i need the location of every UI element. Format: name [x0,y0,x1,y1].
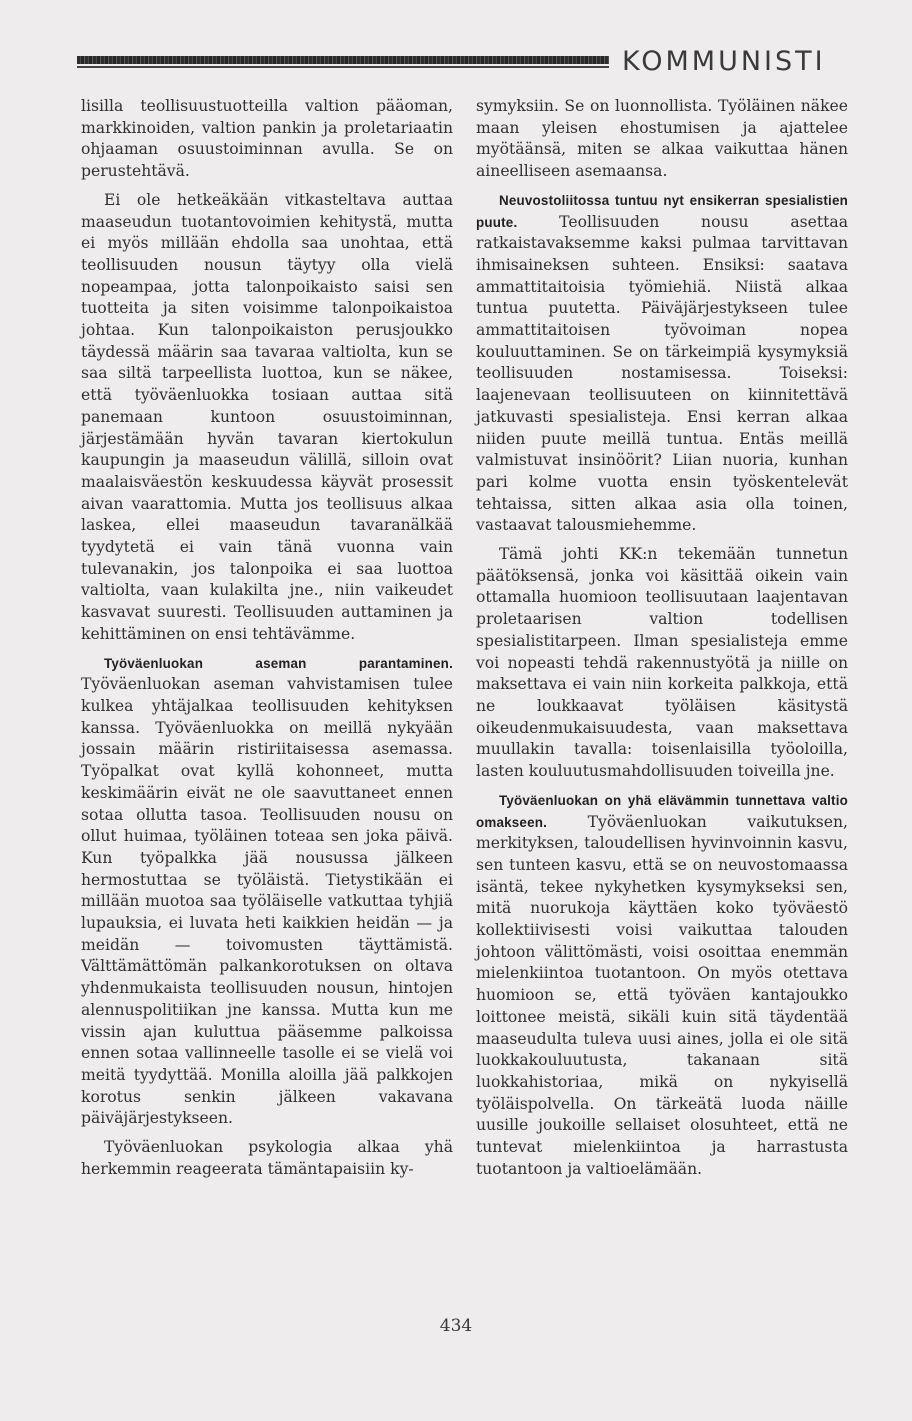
right-paragraph-4 [476,790,848,1181]
left-column [81,96,453,1187]
header-rule-thin [77,66,609,68]
running-head: KOMMUNISTI [622,46,826,77]
section-heading-tyovaenluokan-aseman: Työväenluokan aseman parantaminen. [104,655,453,671]
right-paragraph-4-body: Työväenluokan vaikutuksen, merkityksen, taloudellisen hyvinvoinnin kasvu, sen tunteen kasvu, että se on neuvostomaassa isäntä, tekee nykyhetken kysymykseksi sen, mitä nuorukoja käyttäen koko työväestö kollektiivisesti voisi vaikuttaa talouden johtoon välittömästi, voisi osoittaa enemmän mielenkiintoa tuotantoon. On myös otettava huomioon se, että työväen kantajoukko loittonee meistä, sikäli kuin sitä täydentää maaseudulta tuleva uusi aines, jolla ei ole sitä luokkakouluutusta, takanaan sitä luokkahistoriaa, mikä on nykyisellä työläispolvella. On tärkeätä luoda näille uusille joukoille sellaiset olosuhteet, että ne tuntevat mielenkiintoa ja harrastusta tuotantoon ja valtioelämään. [476,812,848,1178]
section-heading-valtio-omakseen: Työväenluokan on yhä elävämmin tunnettava valtio omakseen. [476,792,848,830]
page-number: 434 [439,1316,473,1336]
left-paragraph-3-body: Työväenluokan aseman vahvistamisen tulee kulkea yhtäjalkaa teollisuuden kehityksen kanssa. Työväenluokka on meillä nykyään jossain määrin ristiriitaisessa asemassa. Työpalkat ovat kyllä kohonneet, mutta keskimäärin eivät ne ole saavuttaneet ennen sotaa ollutta tasoa. Teollisuuden nousu on ollut huimaa, työläinen toteaa sen joka päivä. Kun työpalkka jää nousussa jälkeen hermostuttaa se työläistä. Tietystikään ei millään muotoa saa työläiselle vatkuttaa tyhjiä lupauksia, ei luvata heti kaikkien heidän — ja meidän — toivomusten täyttämistä. Välttämättömän palkankorotuksen on oltava yhdenmukaista teollisuuden nousun, hintojen alennuspolitiikan jne kanssa. Mutta kun me vissin ajan kuluttua pääsemme palkoissa ennen sotaa vallinneelle tasolle ei se vielä voi meitä tyydyttää. Monilla aloilla jää palkkojen korotus senkin jälkeen vakavana päiväjärjestykseen. [81,675,453,1128]
right-paragraph-2-body: Teollisuuden nousu asettaa ratkaistavaksemme kaksi pulmaa tarvittavan ihmisaineksen suhteen. Ensiksi: saatava ammattitaitoisia työmiehiä. Niistä alkaa tuntua puutetta. Päiväjärjestykseen tulee ammattitaitoisen työvoiman nopea kouluuttaminen. Se on tärkeimpiä kysymyksiä teollisuuden nostamisessa. Toiseksi: laajenevaan teollisuuteen on kiinnitettävä jatkuvasti spesialisteja. Ensi kerran alkaa niiden puute meillä tuntua. Entäs meillä valmistuvat insinöörit? Liian nuoria, kunhan pari kolme vuotta ensin työskentelevät tehtaissa, sitten alkaa asia olla toinen, vastaavat talousmiehemme. [476,212,848,535]
right-paragraph-1: symyksiin. Se on luonnollista. Työläinen näkee maan yleisen ehostumisen ja ajattelee myötäänsä, miten se alkaa vaikuttaa hänen aineelliseen asemaansa. [476,97,848,181]
right-paragraph-3: Tämä johti KK:n tekemään tunnetun päätöksensä, jonka voi käsittää oikein vain ottamalla huomioon teollisuutaan laajentavan proletaarisen valtion todellisen spesialistitarpeen. Ilman spesialisteja emme voi nopeasti tehdä rakennustyötä ja niille on maksettava ei vain niin korkeita palkkoja, että ne loukkaavat työläisen käsitystä oikeudenmukaisuudesta, vaan maksettava muullakin tavalla: toisenlaisilla työoloilla, lasten kouluutusmahdollisuuden toiveilla jne. [476,545,848,781]
section-heading-spesialistien-puute: Neuvostoliitossa tuntuu nyt ensikerran spesialistien puute. [476,192,848,230]
left-paragraph-3 [81,653,453,1130]
right-paragraph-2 [476,190,848,537]
header-rule-decorative [77,56,609,64]
left-paragraph-2: Ei ole hetkeäkään vitkasteltava auttaa maaseudun tuotantovoimien kehitystä, mutta ei myös millään ehdolla saa unohtaa, että teollisuuden nousun täytyy olla vielä nopeampaa, jotta talonpoikaisto saisi sen tuotteita ja siten voisimme talonpoikaistoa johtaa. Kun talonpoikaiston perusjoukko täydessä määrin saa tavaraa valtiolta, kun se saa siltä tarpeellista luottoa, kun se näkee, että työväenluokka tosiaan auttaa sitä panemaan kuntoon osuustoiminnan, järjestämään hyvän tavaran kiertokulun kaupungin ja maaseudun välillä, silloin ovat maalaisväestön keskuudessa käyvät prosessit aivan vaarattomia. Mutta jos teollisuus alkaa laskea, ellei maaseudun tavaranälkää tyydytetä ei vain tänä vuonna vain tulevanakin, jos talonpoika ei saa luottoa valtiolta, vaan kulakilta jne., niin vaikeudet kasvavat suuresti. Teollisuuden auttaminen ja kehittäminen on ensi tehtävämme. [81,190,453,643]
left-paragraph-4: Työväenluokan psykologia alkaa yhä herkemmin reageerata tämäntapaisiin ky- [81,1138,453,1178]
left-paragraph-1: lisilla teollisuustuotteilla valtion pääoman, markkinoiden, valtion pankin ja proletariaatin ohjaaman osuustoiminnan avulla. Se on perustehtävä. [81,97,453,181]
right-column [476,96,848,1187]
